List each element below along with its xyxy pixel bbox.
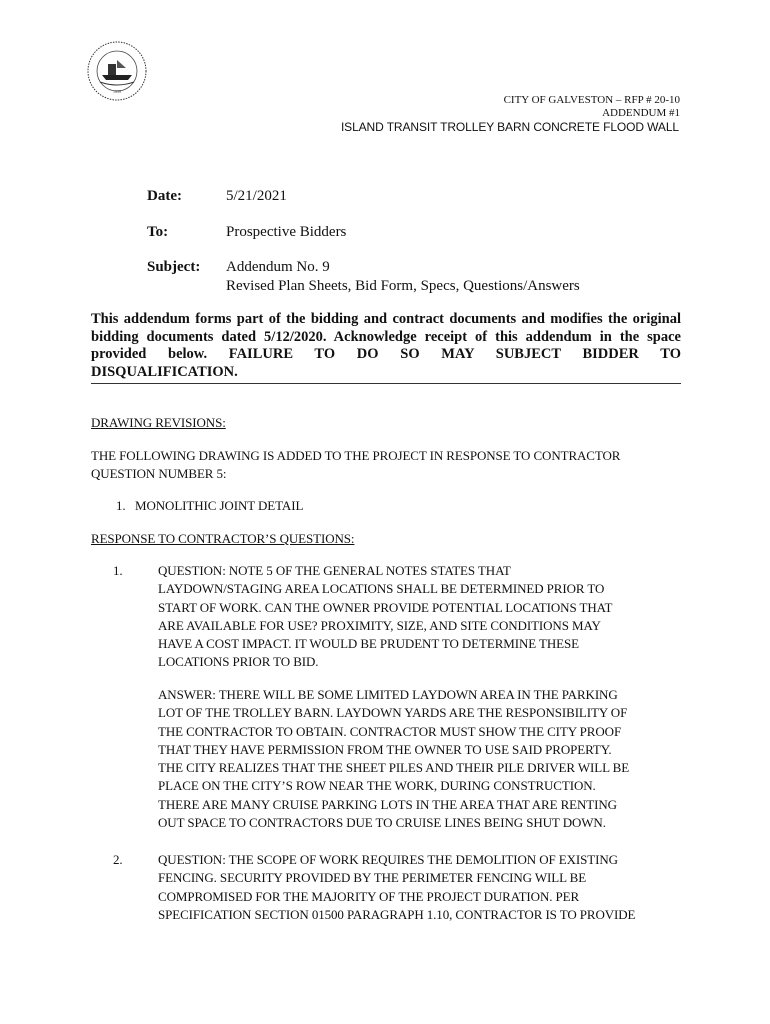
question-line: COMPROMISED FOR THE MAJORITY OF THE PROJECT DURATION. PER	[158, 888, 580, 904]
answer-line: ANSWER: THERE WILL BE SOME LIMITED LAYDOWN AREA IN THE PARKING	[158, 687, 618, 702]
subject-value: Addendum No. 9	[226, 259, 330, 275]
date-label: Date:	[147, 188, 182, 204]
question-number: 2.	[113, 852, 123, 867]
answer-line: THAT THEY HAVE PERMISSION FROM THE OWNER TO USE SAID PROPERTY.	[158, 741, 612, 757]
answer-line: LOT OF THE TROLLEY BARN. LAYDOWN YARDS ARE THE RESPONSIBILITY OF	[158, 705, 628, 721]
subject-value-2: Revised Plan Sheets, Bid Form, Specs, Questions/Answers	[226, 278, 580, 294]
drawing-revisions-intro	[91, 447, 681, 484]
header-org-line: CITY OF GALVESTON – RFP # 20-10	[503, 94, 680, 106]
intro-line: THE FOLLOWING DRAWING IS ADDED TO THE PROJECT IN RESPONSE TO CONTRACTOR	[91, 448, 621, 463]
drawing-revisions-heading: DRAWING REVISIONS:	[91, 415, 226, 430]
answer-line: OUT SPACE TO CONTRACTORS DUE TO CRUISE LINES BEING SHUT DOWN.	[158, 815, 606, 831]
question-line: START OF WORK. CAN THE OWNER PROVIDE POTENTIAL LOCATIONS THAT	[158, 599, 613, 615]
answer-line: THE CITY REALIZES THAT THE SHEET PILES AND THEIR PILE DRIVER WILL BE	[158, 760, 630, 776]
question-line: HAVE A COST IMPACT. IT WOULD BE PRUDENT TO DETERMINE THESE	[158, 636, 579, 652]
intro-line: QUESTION NUMBER 5:	[91, 466, 227, 482]
meta-subject	[147, 259, 330, 276]
notice-line: This addendum forms part of the bidding and contract documents and modifies the original	[91, 311, 681, 327]
to-label: To:	[147, 224, 169, 240]
item-text: MONOLITHIC JOINT DETAIL	[135, 498, 304, 513]
drawing-list-item	[116, 497, 303, 515]
subject-label: Subject:	[147, 259, 201, 275]
date-value: 5/21/2021	[226, 188, 287, 204]
answer-1-text	[158, 686, 688, 832]
notice-line: DISQUALIFICATION.	[91, 363, 238, 380]
item-number: 1.	[116, 498, 126, 513]
notice-line: bidding documents dated 5/12/2020. Acknowledge receipt of this addendum in the space	[91, 328, 681, 345]
meta-to	[147, 224, 346, 241]
question-1-text	[158, 562, 688, 672]
question-line: SPECIFICATION SECTION 01500 PARAGRAPH 1.10, CONTRACTOR IS TO PROVIDE	[158, 906, 636, 922]
question-line: ARE AVAILABLE FOR USE? PROXIMITY, SIZE, AND SITE CONDITIONS MAY	[158, 617, 601, 633]
question-line: QUESTION: NOTE 5 OF THE GENERAL NOTES STATES THAT	[158, 563, 511, 578]
question-number: 1.	[113, 563, 123, 578]
question-line: FENCING. SECURITY PROVIDED BY THE PERIMETER FENCING WILL BE	[158, 870, 587, 886]
meta-date	[147, 188, 287, 205]
notice-line: provided below. FAILURE TO DO SO MAY SUBJECT BIDDER TO	[91, 346, 681, 362]
answer-line: THE CONTRACTOR TO OBTAIN. CONTRACTOR MUST SHOW THE CITY PROOF	[158, 723, 622, 739]
questions-heading: RESPONSE TO CONTRACTOR’S QUESTIONS:	[91, 531, 355, 546]
question-line: LOCATIONS PRIOR TO BID.	[158, 654, 319, 670]
answer-line: PLACE ON THE CITY’S ROW NEAR THE WORK, DURING CONSTRUCTION.	[158, 778, 596, 794]
to-value: Prospective Bidders	[226, 224, 347, 240]
question-2-text	[158, 851, 688, 924]
header-addendum-line: ADDENDUM #1	[602, 107, 680, 119]
acknowledgement-notice	[91, 311, 681, 384]
question-line: LAYDOWN/STAGING AREA LOCATIONS SHALL BE DETERMINED PRIOR TO	[158, 581, 605, 597]
city-seal-icon	[86, 40, 148, 102]
question-line: QUESTION: THE SCOPE OF WORK REQUIRES THE DEMOLITION OF EXISTING	[158, 852, 618, 867]
answer-line: THERE ARE MANY CRUISE PARKING LOTS IN THE AREA THAT ARE RENTING	[158, 796, 617, 812]
project-title: ISLAND TRANSIT TROLLEY BARN CONCRETE FLOOD WALL	[340, 120, 679, 134]
svg-text:1839: 1839	[113, 89, 121, 94]
